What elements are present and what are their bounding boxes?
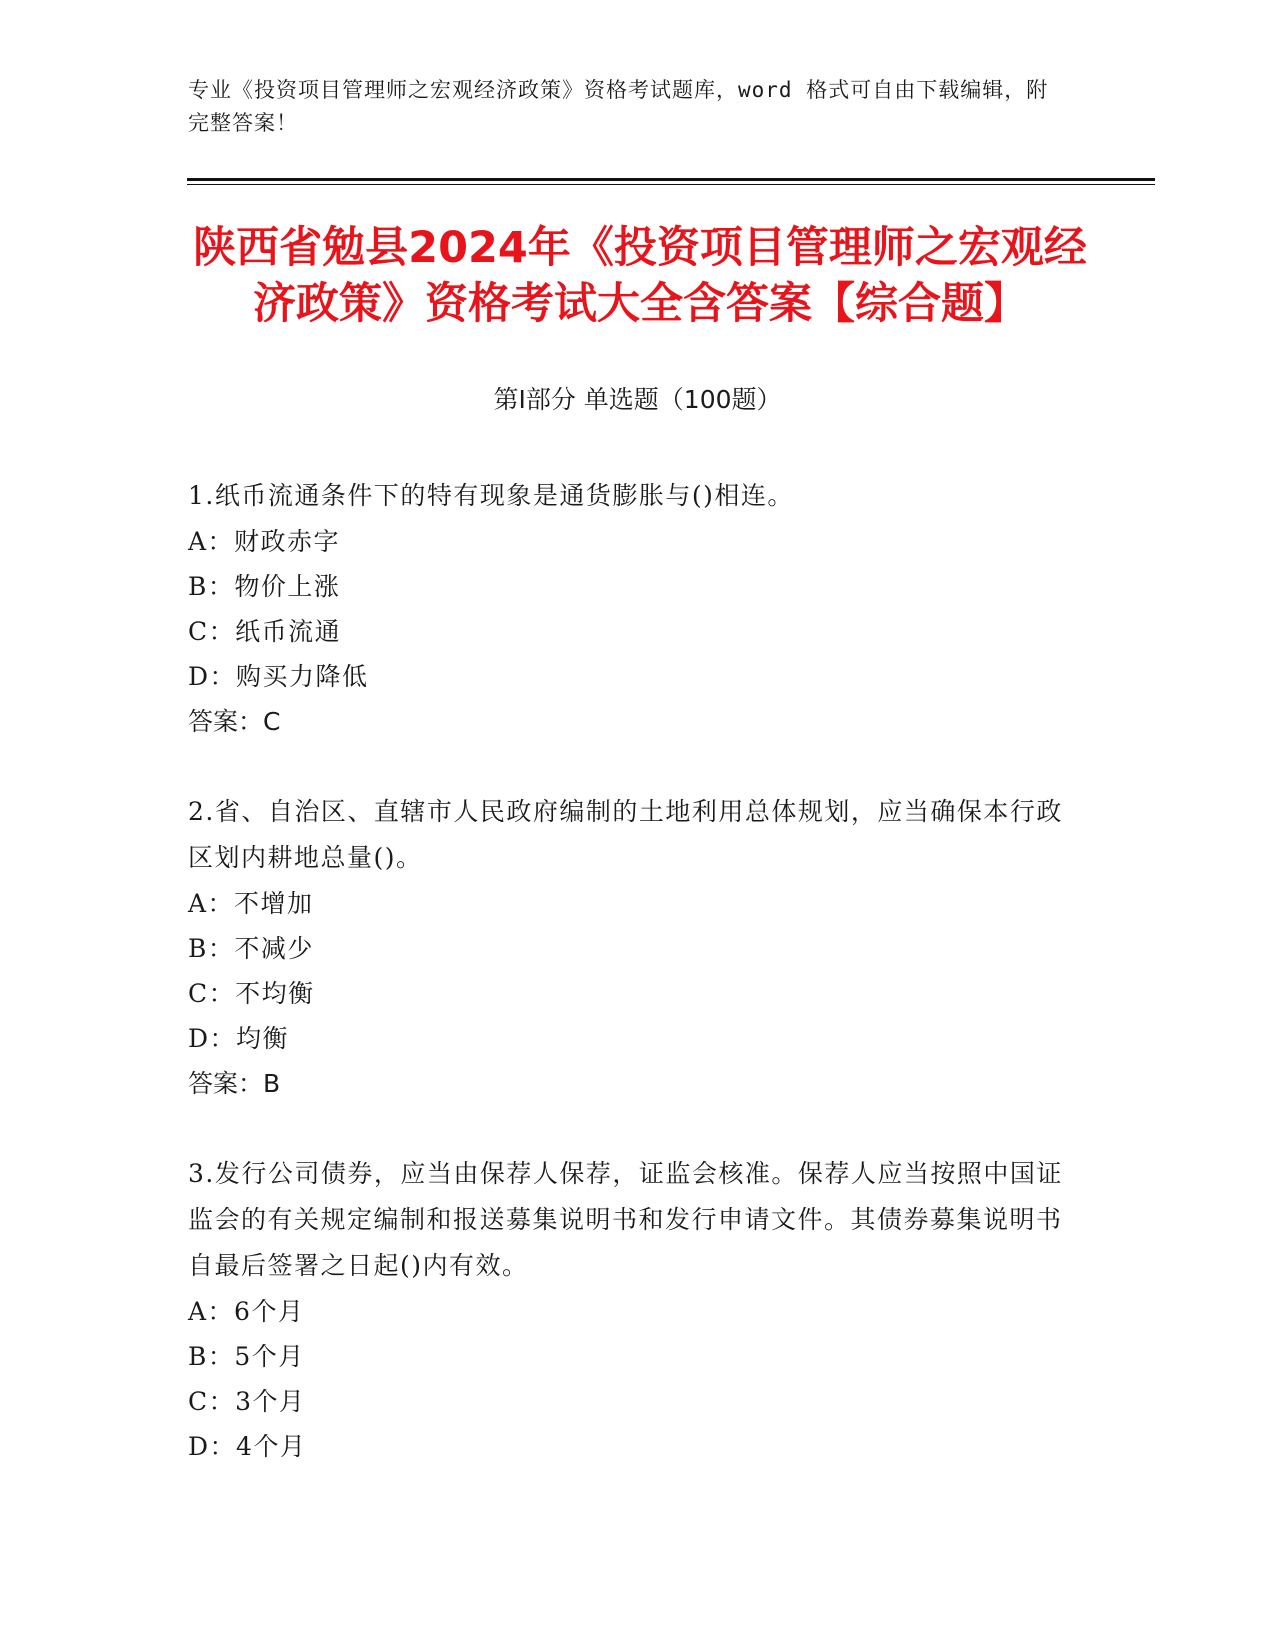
option-c: C：纸币流通: [188, 617, 342, 646]
option-a: A：财政赤字: [188, 527, 341, 556]
header-rule-thin: [187, 184, 1155, 185]
section-heading: 第Ⅰ部分 单选题（100题）: [493, 385, 782, 414]
option-b: B：物价上涨: [188, 572, 341, 601]
option-c: C：不均衡: [188, 979, 315, 1008]
option-a: A：6个月: [188, 1297, 305, 1326]
option-b: B：不减少: [188, 934, 314, 963]
option-d: D：均衡: [188, 1024, 290, 1053]
answer-line: 答案：B: [188, 1069, 281, 1098]
option-c: C：3个月: [188, 1387, 306, 1416]
header-note: 专业《投资项目管理师之宏观经济政策》资格考试题库，word 格式可自由下载编辑，附完整答案！: [188, 78, 1049, 135]
question-stem: 3.发行公司债券，应当由保荐人保荐，证监会核准。保荐人应当按照中国证监会的有关规定编制和报送募集说明书和发行申请文件。其债券募集说明书自最后签署之日起()内有效。: [188, 1159, 1063, 1280]
question-2: [188, 789, 1068, 1106]
question-1: [188, 473, 1068, 744]
option-d: D：4个月: [188, 1432, 307, 1461]
question-stem: 1.纸币流通条件下的特有现象是通货膨胀与()相连。: [188, 481, 794, 510]
option-d: D：购买力降低: [188, 662, 369, 691]
document-title: 陕西省勉县2024年《投资项目管理师之宏观经济政策》资格考试大全含答案【综合题】: [193, 223, 1087, 329]
header-rule-thick: [187, 178, 1155, 181]
question-3: [188, 1151, 1068, 1469]
answer-line: 答案：C: [188, 707, 281, 736]
question-list: [188, 473, 1068, 1514]
question-stem: 2.省、自治区、直辖市人民政府编制的土地利用总体规划，应当确保本行政区划内耕地总量()。: [188, 797, 1063, 872]
option-a: A：不增加: [188, 889, 314, 918]
option-b: B：5个月: [188, 1342, 305, 1371]
